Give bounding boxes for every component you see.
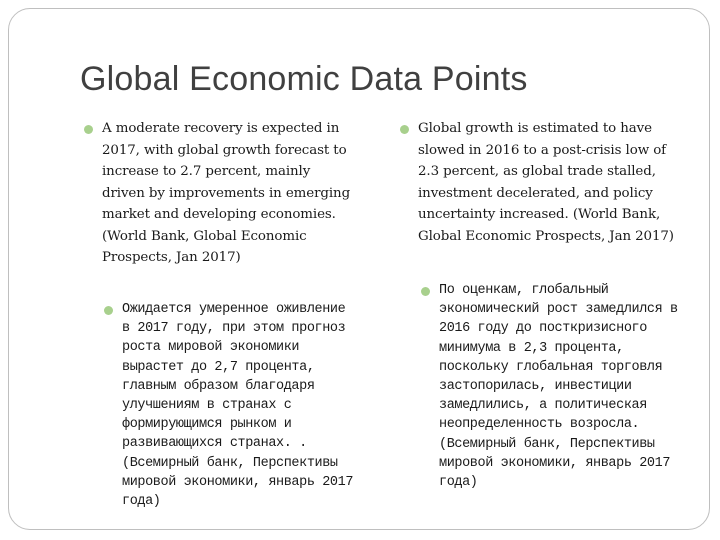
bullet-ru-right	[421, 281, 689, 492]
bullet-ru-left	[104, 300, 354, 511]
bullet-dot-icon	[84, 125, 93, 134]
bullet-dot-icon	[104, 306, 113, 315]
bullet-ru-left-text: Ожидается умеренное оживление в 2017 году, при этом прогноз роста мировой экономики вырастет до 2,7 процента, главным образом благодаря улучшениям в странах с формирующимся рынком и развивающихся странах. . (Всемирный банк, Перспективы мировой экономики, январь 2017 года)	[122, 302, 354, 510]
bullet-dot-icon	[400, 125, 409, 134]
bullet-en-right-text: Global growth is estimated to have slowed in 2016 to a post-crisis low of 2.3 percent, as global trade stalled, investment decelerated, and policy uncertainty increased. (World Bank, Global Economic Prospects, Jan 2017)	[418, 121, 674, 244]
bullet-en-left	[84, 118, 356, 269]
bullet-dot-icon	[421, 287, 430, 296]
bullet-en-left-text: A moderate recovery is expected in 2017, with global growth forecast to increase to 2.7 percent, mainly driven by improvements in emerging market and developing economies. (World Bank, Global Economic Prospects, Jan 2017)	[102, 121, 351, 265]
slide-title: Global Economic Data Points	[80, 60, 528, 98]
bullet-ru-right-text: По оценкам, глобальный экономический рост замедлился в 2016 году до посткризисного минимума в 2,3 процента, поскольку глобальная торговля застопорилась, инвестиции замедлились, а политическая неопределенность возросла. (Всемирный банк, Перспективы мировой экономики, январь 2017 года)	[439, 283, 678, 491]
bullet-en-right	[400, 118, 684, 247]
